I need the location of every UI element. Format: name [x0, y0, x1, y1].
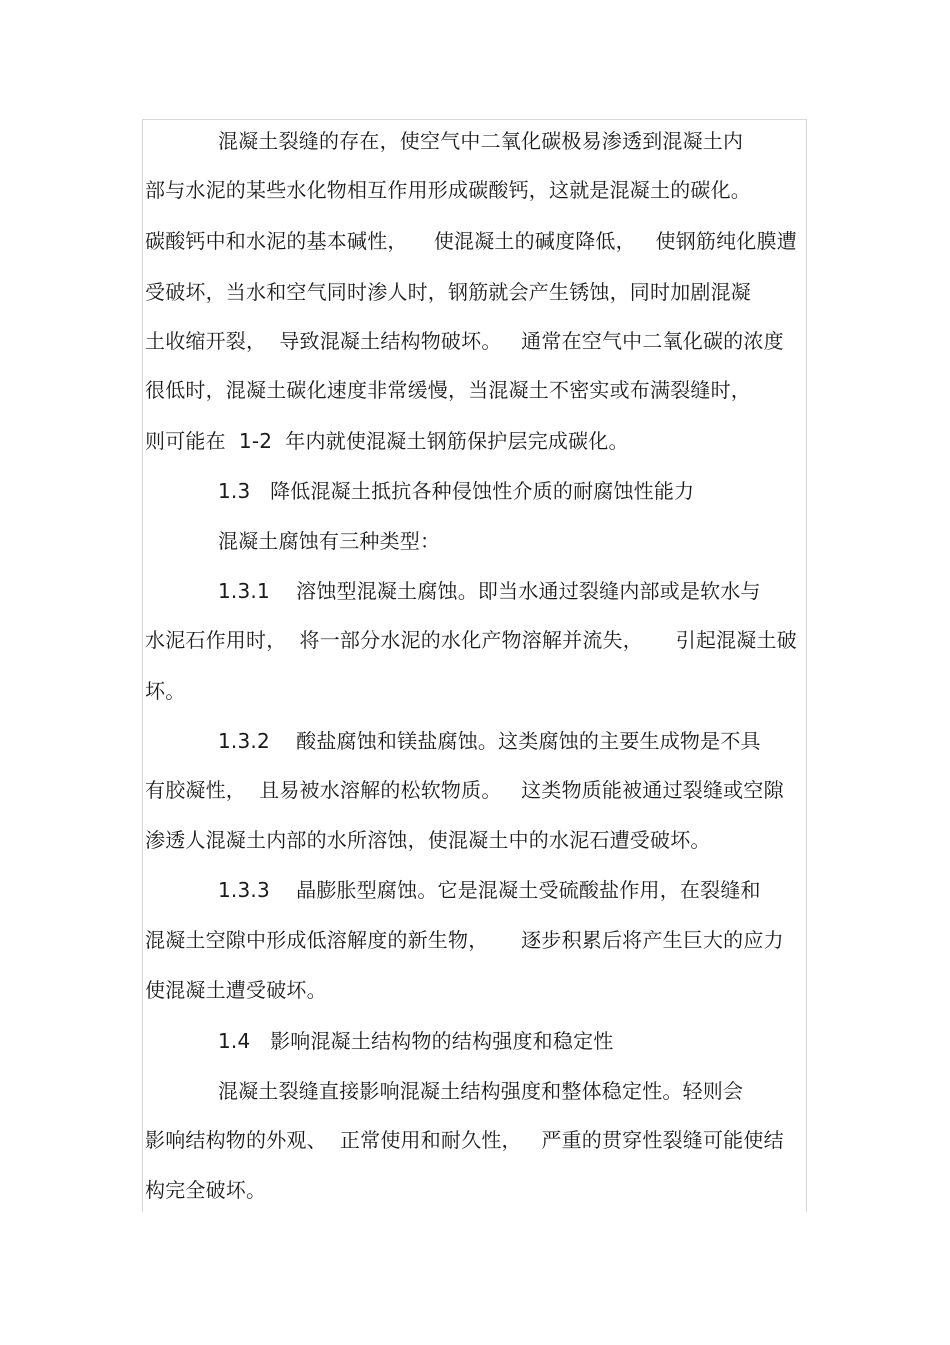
section-1-3-3-line-1: 1.3.3 晶膨胀型腐蚀。它是混凝土受硫酸盐作用，在裂缝和 — [218, 878, 761, 902]
paragraph-1-line-7: 则可能在 1-2 年内就使混凝土钢筋保护层完成碳化。 — [145, 429, 629, 453]
paragraph-1-line-3: 碳酸钙中和水泥的基本碱性， 使混凝土的碱度降低， 使钢筋纯化膜遭 — [145, 229, 797, 253]
section-1-3-1-line-2: 水泥石作用时， 将一部分水泥的水化产物溶解并流失， 引起混凝土破 — [145, 628, 797, 652]
section-1-3-1-line-3: 坏。 — [145, 679, 186, 703]
paragraph-1-line-6: 很低时，混凝土碳化速度非常缓慢，当混凝土不密实或布满裂缝时， — [145, 378, 751, 402]
paragraph-1-line-2: 部与水泥的某些水化物相互作用形成碳酸钙，这就是混凝土的碳化。 — [145, 178, 751, 202]
section-1-3-3-line-3: 使混凝土遭受破坏。 — [145, 978, 327, 1002]
section-heading-1-3: 1.3 降低混凝土抵抗各种侵蚀性介质的耐腐蚀性能力 — [218, 479, 695, 503]
section-heading-1-4: 1.4 影响混凝土结构物的结构强度和稳定性 — [218, 1029, 614, 1053]
paragraph-1-line-5: 土收缩开裂， 导致混凝土结构物破坏。 通常在空气中二氧化碳的浓度 — [145, 329, 784, 353]
paragraph-3-line-2: 影响结构物的外观、 正常使用和耐久性， 严重的贯穿性裂缝可能使结 — [145, 1128, 784, 1152]
paragraph-2-line-1: 混凝土腐蚀有三种类型： — [218, 529, 441, 553]
section-1-3-2-line-2: 有胶凝性， 且易被水溶解的松软物质。 这类物质能被通过裂缝或空隙 — [145, 778, 784, 802]
paragraph-1-line-1: 混凝土裂缝的存在，使空气中二氧化碳极易渗透到混凝土内 — [218, 129, 744, 153]
paragraph-3-line-1: 混凝土裂缝直接影响混凝土结构强度和整体稳定性。轻则会 — [218, 1079, 744, 1103]
paragraph-3-line-3: 构完全破坏。 — [145, 1178, 267, 1202]
section-1-3-2-line-3: 渗透人混凝土内部的水所溶蚀，使混凝土中的水泥石遭受破坏。 — [145, 828, 711, 852]
paragraph-1-line-4: 受破坏，当水和空气同时渗人时，钢筋就会产生锈蚀，同时加剧混凝 — [145, 280, 751, 304]
section-1-3-1-line-1: 1.3.1 溶蚀型混凝土腐蚀。即当水通过裂缝内部或是软水与 — [218, 579, 761, 603]
section-1-3-3-line-2: 混凝土空隙中形成低溶解度的新生物， 逐步积累后将产生巨大的应力 — [145, 928, 784, 952]
section-1-3-2-line-1: 1.3.2 酸盐腐蚀和镁盐腐蚀。这类腐蚀的主要生成物是不具 — [218, 729, 761, 753]
